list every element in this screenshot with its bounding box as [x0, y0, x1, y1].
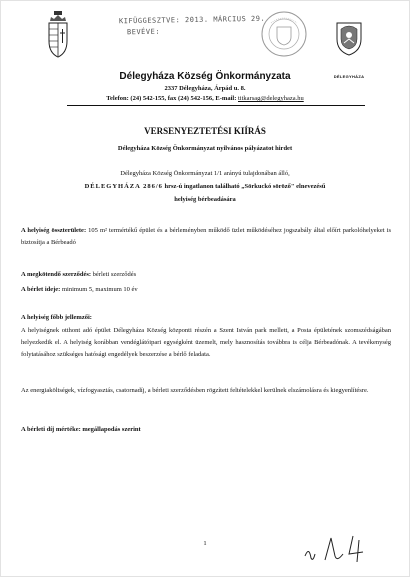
- organization-address: 2337 Délegyháza, Árpád u. 8.: [164, 85, 246, 92]
- area-text: 105 m² termértékű épület és a bérleményben működő üzlet működéséhez jogszabály által előírt parkolóhelyeket is biztosítja a Bérbeadó: [21, 227, 391, 246]
- intro-line-2: [1, 183, 409, 190]
- features-heading: A helyiség főbb jellemzői:: [21, 314, 92, 321]
- handwritten-signature-icon: [301, 526, 381, 566]
- features-paragraph: A helyiségnek otthont adó épület Délegyháza Község központi részén a Szent István park mellett, a Posta épületének szomszédságában helyezkedik el. A helyiség korábban vendéglátóipari egységként üzemelt, mely hasznosítás továbbra is célja Bérbeadónak. A tevékenység folytatásához szükséges hatósági engedélyek beszerzése a bérlő feladata.: [21, 327, 391, 358]
- intro-line-2-rest: hrsz-ú ingatlanon található „Sörkuckó söröző" elnevezésű: [162, 183, 326, 190]
- document-title: VERSENYEZTETÉSI KIÍRÁS: [144, 126, 266, 136]
- area-paragraph: [21, 225, 391, 249]
- energy-paragraph: Az energiaköltségek, vízfogyasztás, csatornadíj, a bérleti szerződésben rögzített feltételekkel kerülnek elszámolásra és kiegyenlítésre.: [21, 387, 369, 394]
- contract-text: bérleti szerződés: [91, 271, 137, 278]
- term-text: minimum 5, maximum 10 év: [60, 286, 138, 293]
- organization-name: Délegyháza Község Önkormányzata: [119, 71, 291, 82]
- delegyhaza-coat-of-arms-icon: [335, 21, 363, 57]
- document-subtitle: Délegyháza Község Önkormányzat nyilvános pályázatot hirdet: [117, 145, 293, 152]
- intro-place: DÉLEGYHÁZA 286/6: [84, 183, 163, 190]
- contract-paragraph: [21, 269, 391, 281]
- page-number: 1: [203, 540, 207, 547]
- handwritten-received-note: BEVÉVE:: [126, 27, 161, 37]
- round-official-seal-icon: [259, 9, 309, 59]
- organization-contact: [1, 95, 409, 102]
- coat-of-arms-label: DÉLEGYHÁZA: [333, 74, 365, 79]
- contract-label: A megkötendő szerződés:: [21, 271, 92, 278]
- hungarian-coat-of-arms-icon: [46, 11, 70, 61]
- term-paragraph: [21, 284, 391, 296]
- intro-line-1: Délegyháza Község Önkormányzat 1/1 arányú tulajdonában álló,: [120, 170, 290, 177]
- area-label: A helyiség összterülete:: [21, 227, 87, 234]
- header-divider: [67, 105, 365, 106]
- intro-line-3: helyiség bérbeadására: [174, 196, 236, 203]
- contact-phone-fax: Telefon: (24) 542-155, fax (24) 542-156, E-mail:: [106, 95, 238, 102]
- term-label: A bérlet ideje:: [21, 286, 61, 293]
- contact-email-link[interactable]: titkarsag@delegyhaza.hu: [238, 95, 304, 102]
- fee-paragraph: A bérleti díj mértéke: megállapodás szerint: [21, 426, 141, 433]
- handwritten-posted-note: KIFÜGGESZTVE: 2013. MÁRCIUS 29.: [118, 14, 266, 26]
